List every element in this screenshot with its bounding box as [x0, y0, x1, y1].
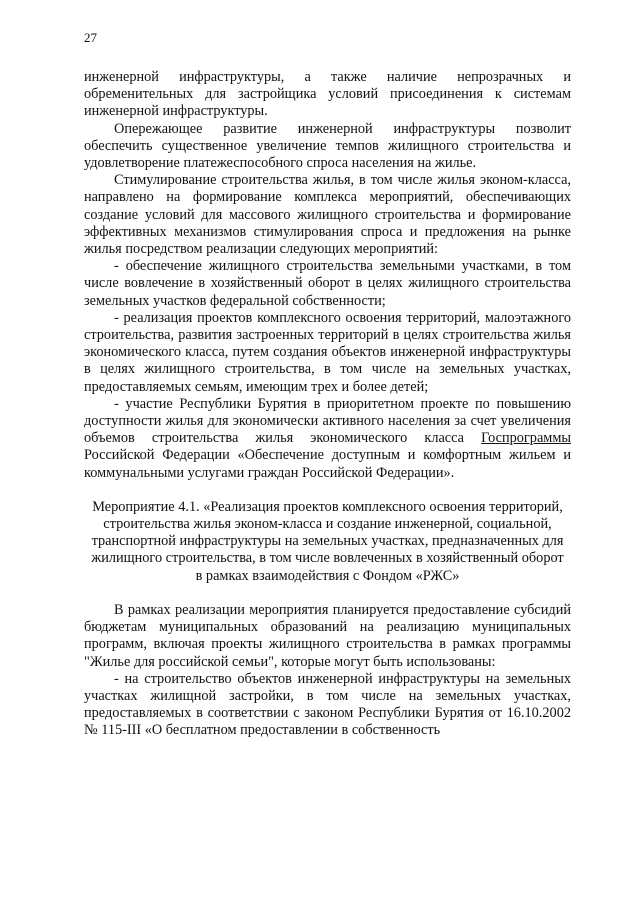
- list-item-construction: - на строительство объектов инженерной инфраструктуры на земельных участках жилищной застройки, в том числе на земельных участках, предоставляемых в соответствии с законом Республики Бурятия от 16.10.2002 № 115-III «О бесплатном предоставлении в собственность: [84, 670, 571, 739]
- gosprogramma-link[interactable]: Госпрограммы: [481, 430, 571, 447]
- list-item-participation-text-end: Российской Федерации «Обеспечение доступным и комфортным жильем и коммунальными услугами граждан Российской Федерации».: [84, 447, 571, 481]
- page-number: 27: [84, 30, 97, 45]
- paragraph-stimulation: Стимулирование строительства жилья, в том числе жилья эконом-класса, направлено на формирование комплекса мероприятий, обеспечивающих создание условий для массового жилищного строительства и формирование эффективных механизмов стимулирования спроса и предложения на рынке жилья посредством реализации следующих мероприятий:: [84, 172, 571, 258]
- page-content: [84, 69, 571, 740]
- list-item-participation-text: - участие Республики Бурятия в приоритетном проекте по повышению доступности жилья для экономически активного населения за счет увеличения объемов строительства жилья экономического класса: [84, 395, 571, 447]
- paragraph-subsidies: В рамках реализации мероприятия планируется предоставление субсидий бюджетам муниципальных образований на реализацию муниципальных программ, включая проекты жилищного строительства в рамках программы "Жилье для российской семьи", которые могут быть использованы:: [84, 601, 571, 670]
- paragraph-continuation: инженерной инфраструктуры, а также наличие непрозрачных и обременительных для застройщика условий присоединения к системам инженерной инфраструктуры.: [84, 69, 571, 120]
- paragraph-infrastructure: Опережающее развитие инженерной инфраструктуры позволит обеспечить существенное увеличение темпов жилищного строительства и удовлетворение платежеспособного спроса населения на жилье.: [84, 120, 571, 172]
- section-heading: Мероприятие 4.1. «Реализация проектов комплексного освоения территорий, строительства жилья эконом-класса и создание инженерной, социальной, транспортной инфраструктуры на земельных участках, предназначенных для жилищного строительства, в том числе вовлеченных в хозяйственный оборот в рамках взаимодействия с Фондом «РЖС»: [91, 498, 564, 584]
- list-item-participation: [84, 396, 571, 482]
- list-item-land-plots: - обеспечение жилищного строительства земельными участками, в том числе вовлечение в хозяйственный оборот в целях жилищного строительства земельных участков федеральной собственности;: [84, 258, 571, 309]
- list-item-projects: - реализация проектов комплексного освоения территорий, малоэтажного строительства, развития застроенных территорий в целях строительства жилья экономического класса, путем создания объектов инженерной инфраструктуры в целях жилищного строительства, в том числе на земельных участках, предоставляемых семьям, имеющим трех и более детей;: [84, 309, 571, 395]
